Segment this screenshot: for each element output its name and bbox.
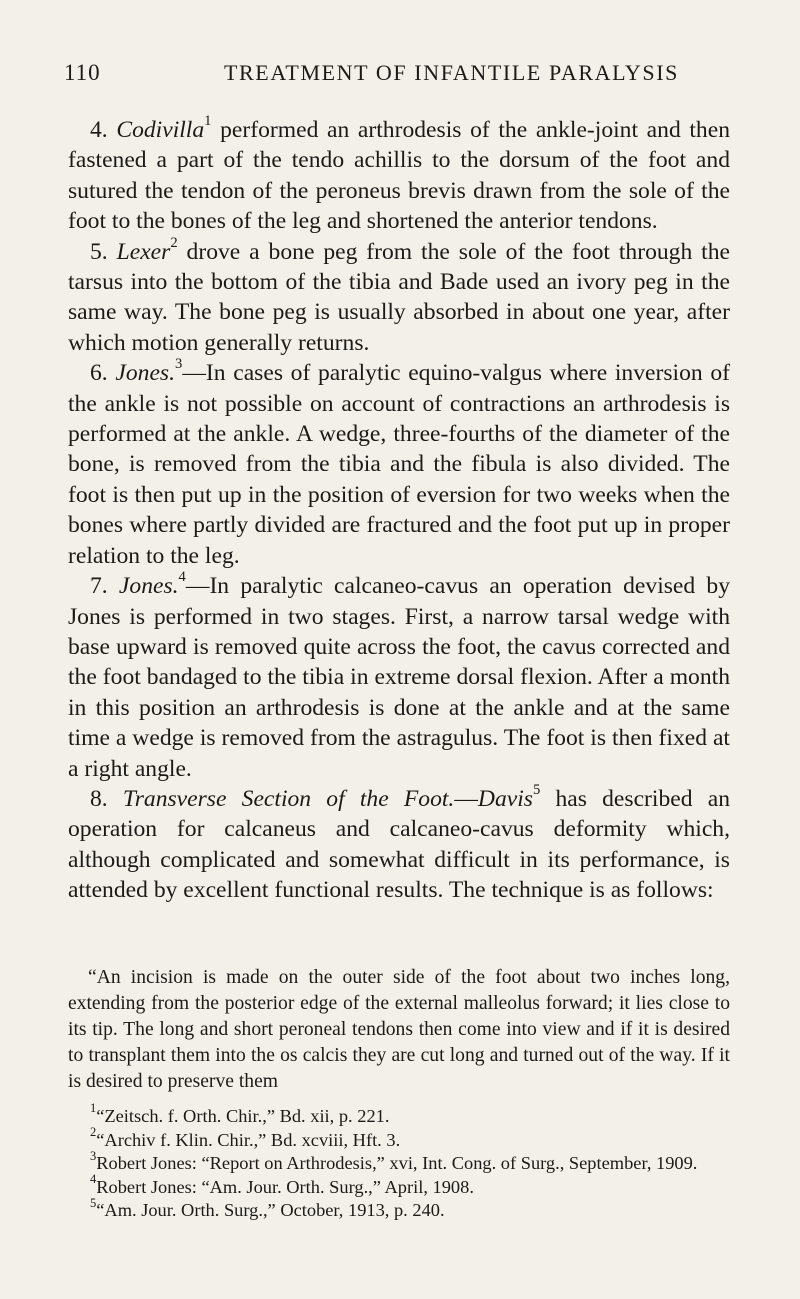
item-number: 8. (90, 785, 108, 812)
footnote (90, 1195, 730, 1223)
paragraph-text: drove a bone peg from the sole of the foot through the tarsus into the bottom of the tibia and Bade used an ivory peg in the same way. The bone peg is usually absorbed in about one year, after which motion generally returns. (68, 238, 730, 356)
footnote-marker: 5 (90, 1195, 97, 1210)
footnote-text: “Zeitsch. f. Orth. Chir.,” Bd. xii, p. 221. (96, 1106, 390, 1126)
item-number: 6. (90, 360, 108, 387)
author-name: Jones. (115, 360, 175, 387)
dash: — (454, 785, 478, 812)
body-text (68, 115, 730, 906)
page-number: 110 (64, 60, 101, 85)
footnote-text: “Archiv f. Klin. Chir.,” Bd. xcviii, Hft. 3. (96, 1129, 401, 1150)
paragraph-item-5 (68, 234, 730, 359)
author-name: Jones. (118, 573, 179, 600)
footnote-ref: 4 (178, 569, 186, 586)
paragraph-text: —In paralytic calcaneo-cavus an operation devised by Jones is performed in two stages. First, a narrow tarsal wedge with base upward is removed quite across the foot, the cavus corrected and the foot bandaged to the tibia in extreme dorsal flexion. After a month in this position an arthrodesis is done at the ankle and at the same time a wedge is removed from the astragulus. The foot is then fixed at a right angle. (68, 573, 730, 782)
footnote-marker: 1 (90, 1101, 97, 1116)
author-name: Lexer (116, 238, 171, 265)
footnote (90, 1148, 730, 1176)
item-number: 5. (90, 238, 108, 265)
item-number: 7. (90, 573, 108, 600)
author-name: Codivilla (116, 117, 205, 143)
paragraph-item-7 (68, 571, 730, 784)
paragraph-text: performed an arthrodesis of the ankle-joint and then fastened a part of the tendo achillis to the dorsum of the foot and sutured the tendon of the peroneus brevis drawn from the sole of the foot to the bones of the leg and shortened the anterior tendons. (68, 117, 730, 235)
item-number: 4. (90, 117, 108, 143)
footnote-ref: 2 (170, 234, 178, 251)
paragraph-item-6 (68, 358, 730, 571)
footnote (90, 1101, 730, 1129)
footnote-text: Robert Jones: “Am. Jour. Orth. Surg.,” April, 1908. (96, 1176, 474, 1197)
paragraph-item-4 (68, 115, 730, 237)
paragraph-text: —In cases of paralytic equino-valgus where inversion of the ankle is not possible on account of contractions an arthrodesis is performed at the ankle. A wedge, three-fourths of the diameter of the bone, is removed from the tibia and the fibula is also divided. The foot is then put up in the position of eversion for two weeks when the bones where partly divided are fractured and the foot put up in proper relation to the leg. (68, 360, 730, 569)
quote-text: “An incision is made on the outer side of the foot about two inches long, extending from the posterior edge of the external malleolus forward; it lies close to its tip. The long and short peroneal tendons then come into view and if it is desired to transplant them into the os calcis they are cut long and turned out of the way. If it is desired to preserve them (68, 967, 730, 1092)
footnote-marker: 3 (90, 1148, 97, 1163)
author-name: Davis (477, 785, 533, 812)
footnotes (68, 1101, 730, 1223)
section-title: Transverse Section of the Foot. (122, 785, 455, 812)
footnote-ref: 5 (532, 782, 541, 799)
page-header (64, 60, 710, 94)
footnote-ref: 3 (175, 356, 183, 373)
paragraph-text: has described an operation for calcaneus and calcaneo-cavus deformity which, although complicated and somewhat difficult in its performance, is attended by excellent functional results. The technique is as follows: (68, 785, 730, 904)
footnote-ref: 1 (204, 113, 212, 130)
footnote-text: “Am. Jour. Orth. Surg.,” October, 1913, p. 240. (96, 1200, 445, 1221)
running-head: TREATMENT OF INFANTILE PARALYSIS (224, 60, 680, 85)
footnote-marker: 4 (90, 1172, 97, 1187)
footnote (90, 1172, 730, 1200)
block-quote (68, 965, 730, 1095)
paragraph-item-8 (68, 784, 730, 906)
footnote-marker: 2 (90, 1124, 97, 1139)
footnote-text: Robert Jones: “Report on Arthrodesis,” xvi, Int. Cong. of Surg., September, 1909. (96, 1153, 698, 1174)
footnote (90, 1124, 730, 1153)
